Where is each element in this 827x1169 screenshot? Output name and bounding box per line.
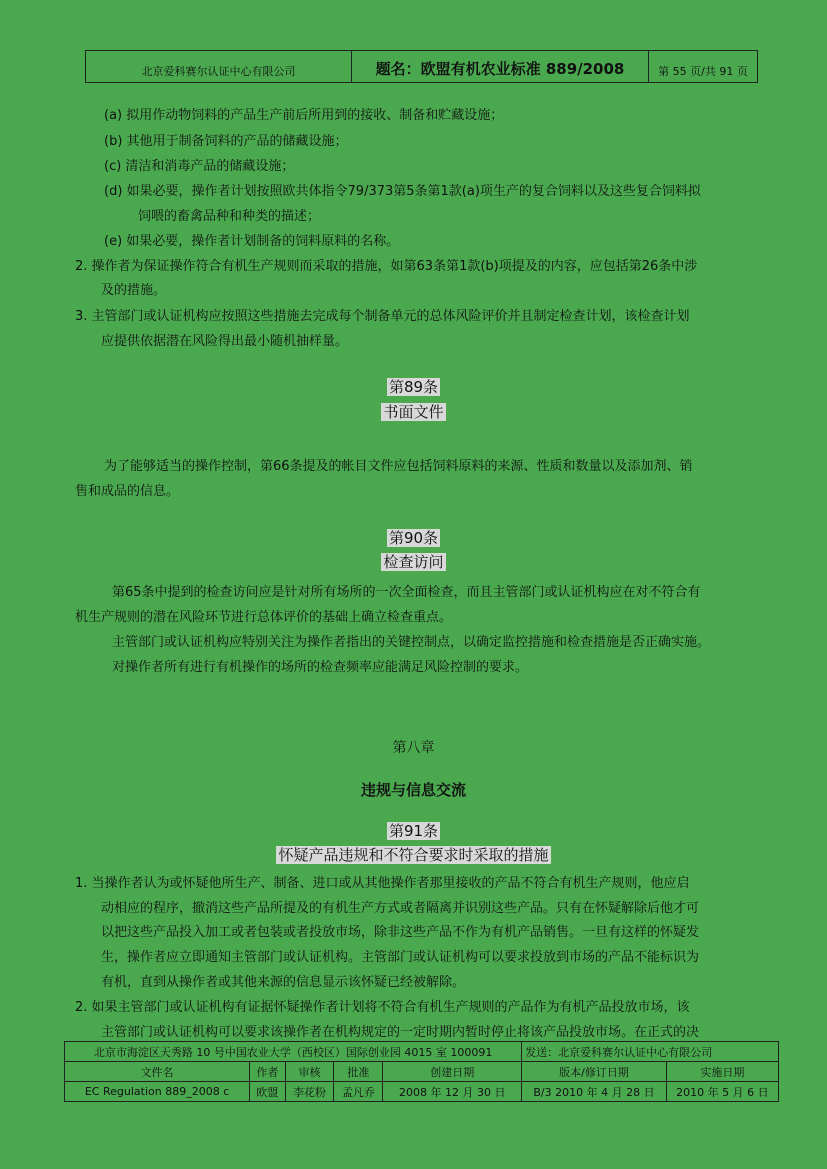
article-89-text: 为了能够适当的操作控制，第66条提及的帐目文件应包括饲料原料的来源、性质和数量以及添加剂、销 xyxy=(104,459,693,474)
article-89-title: 书面文件 xyxy=(383,403,444,421)
article-90-text-1-cont: 机生产规则的潜在风险环节进行总体评价的基础上确立检查重点。 xyxy=(75,610,453,625)
header-title: 题名：欧盟有机农业标准 889/2008 xyxy=(352,51,649,82)
article-91-title: 怀疑产品违规和不符合要求时采取的措施 xyxy=(278,846,549,864)
footer-approve: 孟凡乔 xyxy=(334,1082,383,1102)
list-item-d: (d) 如果必要，操作者计划按照欧共体指令79/373第5条第1款(a)项生产的复合饲料以及这些复合饲料拟 xyxy=(104,184,701,199)
header-page-number: 第 55 页/共 91 页 xyxy=(658,65,748,78)
list-item-c: (c) 清洁和消毒产品的储藏设施； xyxy=(104,159,295,174)
footer-file: EC Regulation 889_2008 c xyxy=(65,1082,250,1102)
paragraph-3-cont: 应提供依据潜在风险得出最小随机抽样量。 xyxy=(101,334,349,349)
paragraph-3: 3. 主管部门或认证机构应按照这些措施去完成每个制备单元的总体风险评价并且制定检查计划，该检查计划 xyxy=(75,309,690,324)
footer-review: 李花粉 xyxy=(285,1082,334,1102)
article-90-text-1: 第65条中提到的检查访问应是针对所有场所的一次全面检查，而且主管部门或认证机构应在对不符合有 xyxy=(112,585,701,600)
footer-header-review: 审核 xyxy=(285,1062,334,1082)
paragraph-2: 2. 操作者为保证操作符合有机生产规则而采取的措施，如第63条第1款(b)项提及的内容，应包括第26条中涉 xyxy=(75,259,698,274)
article-90-text-3: 对操作者所有进行有机操作的场所的检查频率应能满足风险控制的要求。 xyxy=(112,660,529,675)
list-item-a: (a) 拟用作动物饲料的产品生产前后所用到的接收、制备和贮藏设施； xyxy=(104,108,504,123)
article-90-number: 第90条 xyxy=(388,529,439,547)
footer-header-created: 创建日期 xyxy=(383,1062,522,1082)
footer-header-effective: 实施日期 xyxy=(666,1062,778,1082)
footer-author: 欧盟 xyxy=(250,1082,285,1102)
article-89-number: 第89条 xyxy=(388,378,439,396)
footer-version: B/3 2010 年 4 月 28 日 xyxy=(522,1082,667,1102)
list-item-e: (e) 如果必要，操作者计划制备的饲料原料的名称。 xyxy=(104,234,400,249)
article-91-para-2: 2. 如果主管部门或认证机构有证据怀疑操作者计划将不符合有机生产规则的产品作为有机产品投放市场，该 xyxy=(75,1000,690,1015)
footer-header-version: 版本/修订日期 xyxy=(522,1062,667,1082)
footer-address: 北京市海淀区天秀路 10 号中国农业大学（西校区）国际创业园 4015 室 100091 xyxy=(65,1042,522,1062)
page-footer-table xyxy=(64,1041,779,1102)
footer-created: 2008 年 12 月 30 日 xyxy=(383,1082,522,1102)
article-90-title: 检查访问 xyxy=(383,553,444,571)
footer-header-author: 作者 xyxy=(250,1062,285,1082)
article-91-para-1-line-2: 动相应的程序，撤消这些产品所提及的有机生产方式或者隔离并识别这些产品。只有在怀疑解除后他才可 xyxy=(101,901,700,916)
article-91-number: 第91条 xyxy=(388,822,439,840)
article-91-para-1: 1. 当操作者认为或怀疑他所生产、制备、进口或从其他操作者那里接收的产品不符合有机生产规则，他应启 xyxy=(75,876,690,891)
header-company: 北京爱科赛尔认证中心有限公司 xyxy=(86,51,352,82)
page-header xyxy=(85,50,758,83)
chapter-number: 第八章 xyxy=(392,740,435,756)
article-89-text-cont: 售和成品的信息。 xyxy=(75,484,180,499)
footer-header-file: 文件名 xyxy=(65,1062,250,1082)
article-91-para-1-line-4: 生，操作者应立即通知主管部门或认证机构。主管部门或认证机构可以要求投放到市场的产品不能标识为 xyxy=(101,950,700,965)
article-90-text-2: 主管部门或认证机构应特别关注为操作者指出的关键控制点，以确定监控措施和检查措施是否正确实施。 xyxy=(112,635,711,650)
article-91-para-1-line-3: 以把这些产品投入加工或者包装或者投放市场，除非这些产品不作为有机产品销售。一旦有这样的怀疑发 xyxy=(101,925,700,940)
footer-effective: 2010 年 5 月 6 日 xyxy=(666,1082,778,1102)
list-item-b: (b) 其他用于制备饲料的产品的储藏设施； xyxy=(104,134,348,149)
footer-header-approve: 批准 xyxy=(334,1062,383,1082)
article-91-para-1-line-5: 有机，直到从操作者或其他来源的信息显示该怀疑已经被解除。 xyxy=(101,975,466,990)
list-item-d-cont: 饲喂的畜禽品种和种类的描述； xyxy=(138,209,321,224)
paragraph-2-cont: 及的措施。 xyxy=(101,283,167,298)
footer-issued: 发送：北京爱科赛尔认证中心有限公司 xyxy=(522,1042,779,1062)
chapter-title: 违规与信息交流 xyxy=(360,781,466,799)
article-91-para-2-line-2: 主管部门或认证机构可以要求该操作者在机构规定的一定时期内暂时停止将该产品投放市场。在正式的决 xyxy=(101,1025,700,1040)
